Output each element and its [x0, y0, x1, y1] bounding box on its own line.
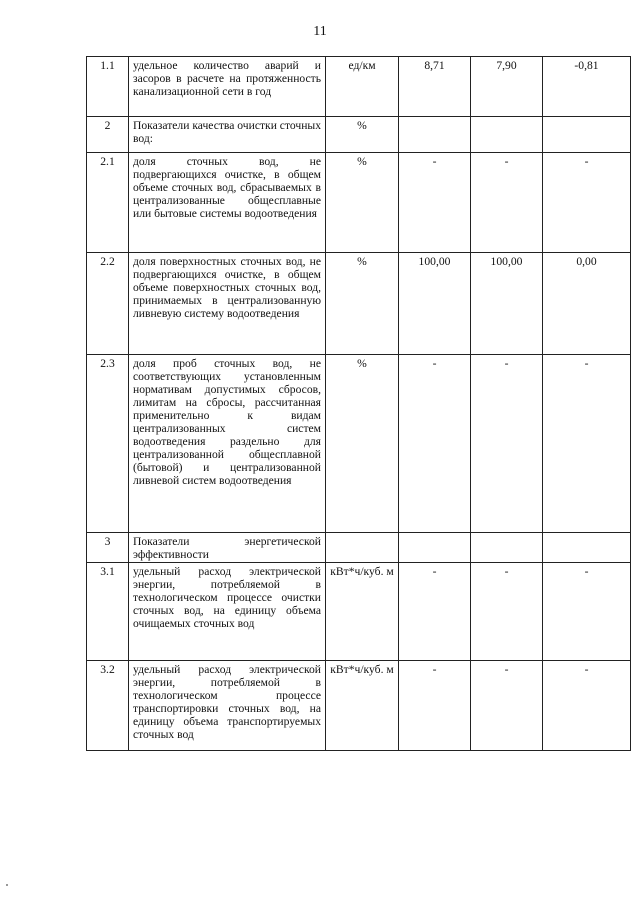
row-number: 1.1 [87, 57, 129, 117]
value-3-cell: 0,00 [543, 253, 631, 355]
row-number: 2 [87, 117, 129, 153]
value-2-cell: - [471, 153, 543, 253]
indicator-name: удельный расход электрической энергии, потребляемой в технологическом процессе транспортировки сточных вод, на единицу объема транспортируемых сточных вод [129, 661, 326, 751]
row-number: 3.1 [87, 563, 129, 661]
value-2-cell [471, 533, 543, 563]
unit-cell: % [326, 153, 399, 253]
value-2-cell: 7,90 [471, 57, 543, 117]
table-row [87, 563, 631, 661]
value-2-cell: 100,00 [471, 253, 543, 355]
value-3-cell: - [543, 153, 631, 253]
value-3-cell [543, 117, 631, 153]
row-number: 3.2 [87, 661, 129, 751]
indicator-name: доля проб сточных вод, не соответствующих установленным нормативам допустимых сбросов, лимитам на сбросы, рассчитанная применительно к видам централизованных систем водоотведения раздельно для централизованной общесплавной (бытовой) и централизованной ливневой систем водоотведения [129, 355, 326, 533]
value-2-cell: - [471, 355, 543, 533]
table-row [87, 117, 631, 153]
page-number: 11 [313, 24, 327, 39]
unit-cell: % [326, 253, 399, 355]
indicator-name: доля сточных вод, не подвергающихся очистке, в общем объеме сточных вод, сбрасываемых в централизованные общесплавные или бытовые системы водоотведения [129, 153, 326, 253]
value-1-cell: - [399, 153, 471, 253]
value-1-cell: - [399, 563, 471, 661]
indicator-name: доля поверхностных сточных вод, не подвергающихся очистке, в общем объеме поверхностных сточных вод, принимаемых в централизованную ливневую систему водоотведения [129, 253, 326, 355]
row-number: 2.1 [87, 153, 129, 253]
unit-cell: % [326, 355, 399, 533]
value-1-cell: 8,71 [399, 57, 471, 117]
scan-speck [6, 884, 8, 886]
table-row [87, 661, 631, 751]
indicator-name: Показатели энергетической эффективности [129, 533, 326, 563]
indicator-name: удельный расход электрической энергии, потребляемой в технологическом процессе очистки сточных вод, на единицу объема очищаемых сточных вод [129, 563, 326, 661]
unit-cell: кВт*ч/куб. м [326, 661, 399, 751]
unit-cell: ед/км [326, 57, 399, 117]
value-2-cell [471, 117, 543, 153]
value-2-cell: - [471, 661, 543, 751]
table-row [87, 355, 631, 533]
row-number: 2.3 [87, 355, 129, 533]
value-1-cell: - [399, 661, 471, 751]
indicator-name: удельное количество аварий и засоров в расчете на протяженность канализационной сети в год [129, 57, 326, 117]
value-1-cell: 100,00 [399, 253, 471, 355]
value-3-cell: - [543, 355, 631, 533]
table-row [87, 57, 631, 117]
value-1-cell: - [399, 355, 471, 533]
unit-cell [326, 533, 399, 563]
indicator-name: Показатели качества очистки сточных вод: [129, 117, 326, 153]
table-row [87, 153, 631, 253]
value-3-cell: -0,81 [543, 57, 631, 117]
value-1-cell [399, 533, 471, 563]
unit-cell: % [326, 117, 399, 153]
value-3-cell [543, 533, 631, 563]
value-2-cell: - [471, 563, 543, 661]
row-number: 2.2 [87, 253, 129, 355]
value-1-cell [399, 117, 471, 153]
value-3-cell: - [543, 563, 631, 661]
unit-cell: кВт*ч/куб. м [326, 563, 399, 661]
table-row [87, 533, 631, 563]
table-row [87, 253, 631, 355]
indicators-table [86, 56, 631, 751]
value-3-cell: - [543, 661, 631, 751]
row-number: 3 [87, 533, 129, 563]
